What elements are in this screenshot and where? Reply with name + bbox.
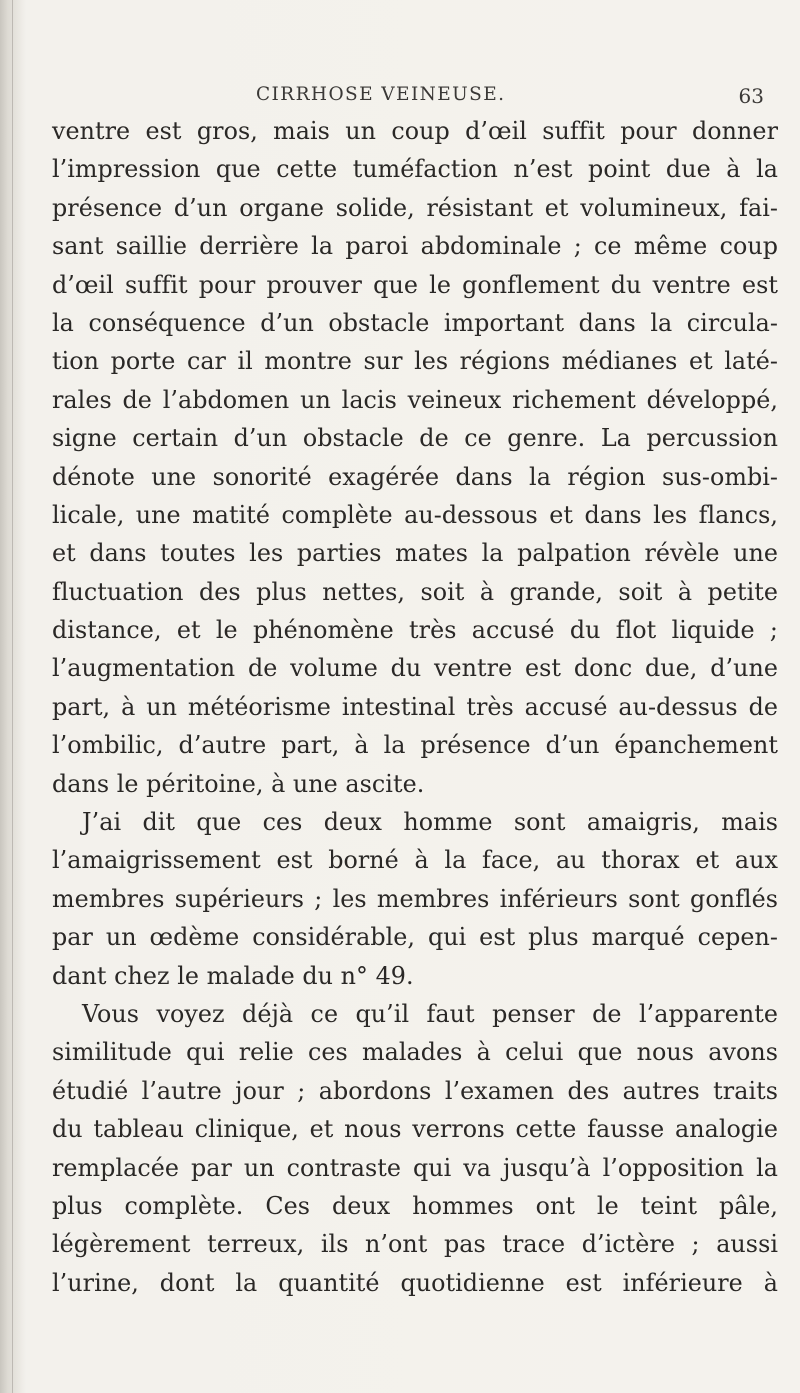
text-line: présence d’un organe solide, résistant et volumineux, fai- [52, 193, 778, 222]
text-line: étudié l’autre jour ; abordons l’examen des autres traits [52, 1076, 778, 1105]
text-line: dénote une sonorité exagérée dans la région sus-ombi- [52, 462, 778, 491]
text-line: l’augmentation de volume du ventre est donc due, d’une [52, 654, 778, 683]
text-line: l’urine, dont la quantité quotidienne est inférieure à [52, 1268, 778, 1297]
text-line: distance, et le phénomène très accusé du flot liquide ; [52, 616, 778, 645]
paragraph-end-line: dans le péritoine, à une ascite. [52, 769, 425, 798]
text-line: d’œil suffit pour prouver que le gonflement du ventre est [52, 270, 778, 299]
text-line: ventre est gros, mais un coup d’œil suffit pour donner [52, 117, 778, 145]
text-line: licale, une matité complète au-dessous et dans les flancs, [52, 500, 778, 529]
text-line: signe certain d’un obstacle de ce genre. La percussion [52, 424, 778, 453]
text-line: la conséquence d’un obstacle important dans la circula- [52, 308, 778, 337]
text-line: tion porte car il montre sur les régions médianes et laté- [52, 347, 778, 376]
text-line: l’impression que cette tuméfaction n’est point due à la [52, 155, 778, 184]
text-line: et dans toutes les parties mates la palpation révèle une [52, 539, 778, 568]
running-head: CIRRHOSE VEINEUSE. [256, 84, 506, 105]
text-line: par un œdème considérable, qui est plus marqué cepen- [52, 923, 778, 952]
text-line: part, à un météorisme intestinal très accusé au-dessus de [52, 692, 778, 721]
text-line: membres supérieurs ; les membres inférieurs sont gonflés [52, 884, 778, 913]
binding-edge [12, 0, 13, 1393]
page-number: 63 [738, 84, 764, 108]
paragraph-end-line: dant chez le malade du n° 49. [52, 961, 414, 990]
text-line: fluctuation des plus nettes, soit à grande, soit à petite [52, 577, 778, 606]
paragraph-start-line: Vous voyez déjà ce qu’il faut penser de l’apparente [82, 999, 778, 1028]
page-header [0, 84, 800, 114]
paragraph-start-line: J’ai dit que ces deux homme sont amaigris, mais [82, 808, 778, 837]
text-line: l’ombilic, d’autre part, à la présence d’un épanchement [52, 731, 778, 760]
page-gutter [0, 0, 26, 1393]
text-line: rales de l’abdomen un lacis veineux richement développé, [52, 385, 778, 414]
body-text [52, 112, 778, 1302]
text-line: l’amaigrissement est borné à la face, au thorax et aux [52, 846, 778, 875]
text-line: remplacée par un contraste qui va jusqu’à l’opposition la [52, 1153, 778, 1182]
text-line: sant saillie derrière la paroi abdominale ; ce même coup [52, 232, 778, 261]
text-line: du tableau clinique, et nous verrons cette fausse analogie [52, 1115, 778, 1144]
text-line: similitude qui relie ces malades à celui que nous avons [52, 1038, 778, 1067]
text-line: plus complète. Ces deux hommes ont le teint pâle, [52, 1191, 778, 1220]
text-line: légèrement terreux, ils n’ont pas trace d’ictère ; aussi [52, 1230, 778, 1259]
